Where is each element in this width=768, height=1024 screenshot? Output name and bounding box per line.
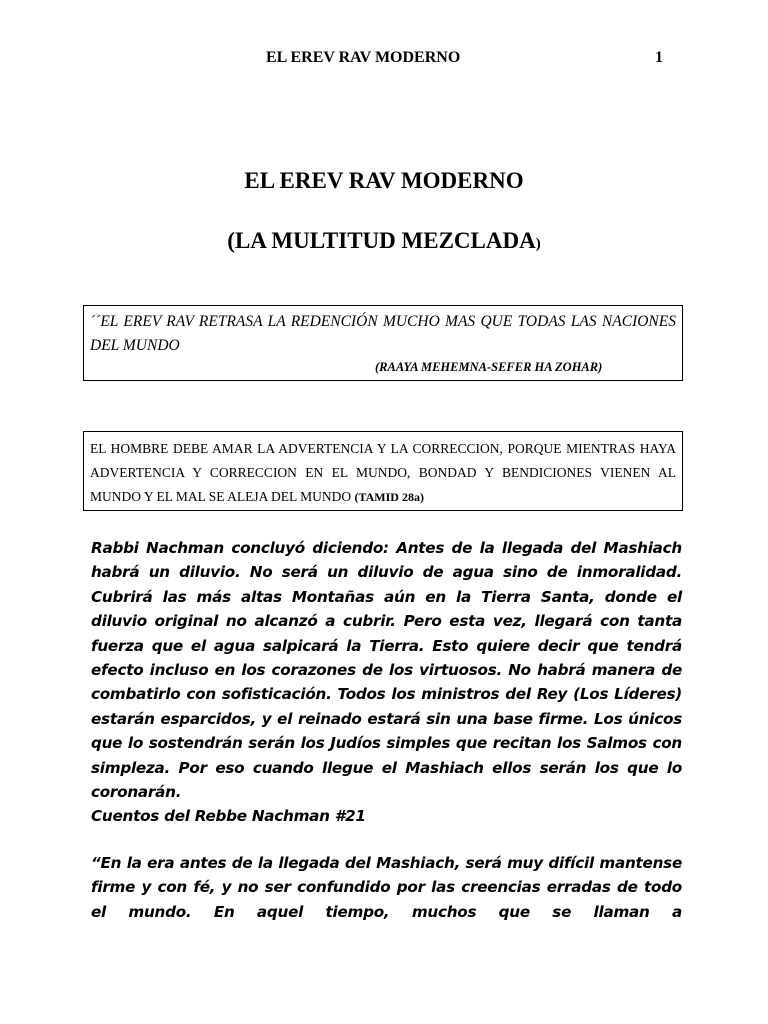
zohar-quote-box — [83, 305, 683, 381]
zohar-quote-text: ´´EL EREV RAV RETRASA LA REDENCIÓN MUCHO MAS QUE TODAS LAS NACIONES DEL MUNDO — [90, 313, 676, 354]
document-subtitle — [0, 228, 768, 254]
tamid-quote-box — [83, 431, 683, 511]
body-paragraph-source: Cuentos del Rebbe Nachman #21 — [91, 807, 366, 826]
tamid-quote-citation: (TAMID 28a) — [354, 490, 424, 504]
body-section-nachman — [91, 536, 682, 829]
tamid-quote-text: EL HOMBRE DEBE AMAR LA ADVERTENCIA Y LA CORRECCION, PORQUE MIENTRAS HAYA ADVERTENCIA Y CORRECCION EN EL MUNDO, BONDAD Y BENDICIONES VIENEN AL MUNDO Y EL MAL SE ALEJA DEL MUNDO — [90, 441, 676, 504]
body-paragraph: Rabbi Nachman concluyó diciendo: Antes de la llegada del Mashiach habrá un diluvio. No será un diluvio de agua sino de inmoralidad. Cubrirá las más altas Montañas aún en la Tierra Santa, donde el diluvio original no alcanzó a cubrir. Pero esta vez, llegará con tanta fuerza que el agua salpicará la Tierra. Esto quiere decir que tendrá efecto incluso en los corazones de los virtuosos. No habrá manera de combatirlo con sofisticación. Todos los ministros del Rey (Los Líderes) estarán esparcidos, y el reinado estará sin una base firme. Los únicos que lo sostendrán serán los Judíos simples que recitan los Salmos con simpleza. Por eso cuando llegue el Mashiach ellos serán los que lo coronarán. — [91, 539, 682, 802]
zohar-quote-source: (RAAYA MEHEMNA-SEFER HA ZOHAR) — [375, 360, 603, 374]
page-number: 1 — [655, 49, 663, 66]
running-header — [0, 49, 768, 71]
subtitle-text: (LA MULTITUD MEZCLADA — [227, 228, 536, 253]
body-section-era — [91, 851, 682, 924]
running-header-title: EL EREV RAV MODERNO — [266, 49, 461, 66]
subtitle-close-paren: ) — [535, 236, 541, 252]
body-paragraph: “En la era antes de la llegada del Mashiach, será muy difícil mantense firme y con fé, y no ser confundido por las creencias erradas de todo el mundo. En aquel tiempo, muchos que se llaman a — [91, 854, 682, 921]
document-title: EL EREV RAV MODERNO — [244, 168, 524, 193]
